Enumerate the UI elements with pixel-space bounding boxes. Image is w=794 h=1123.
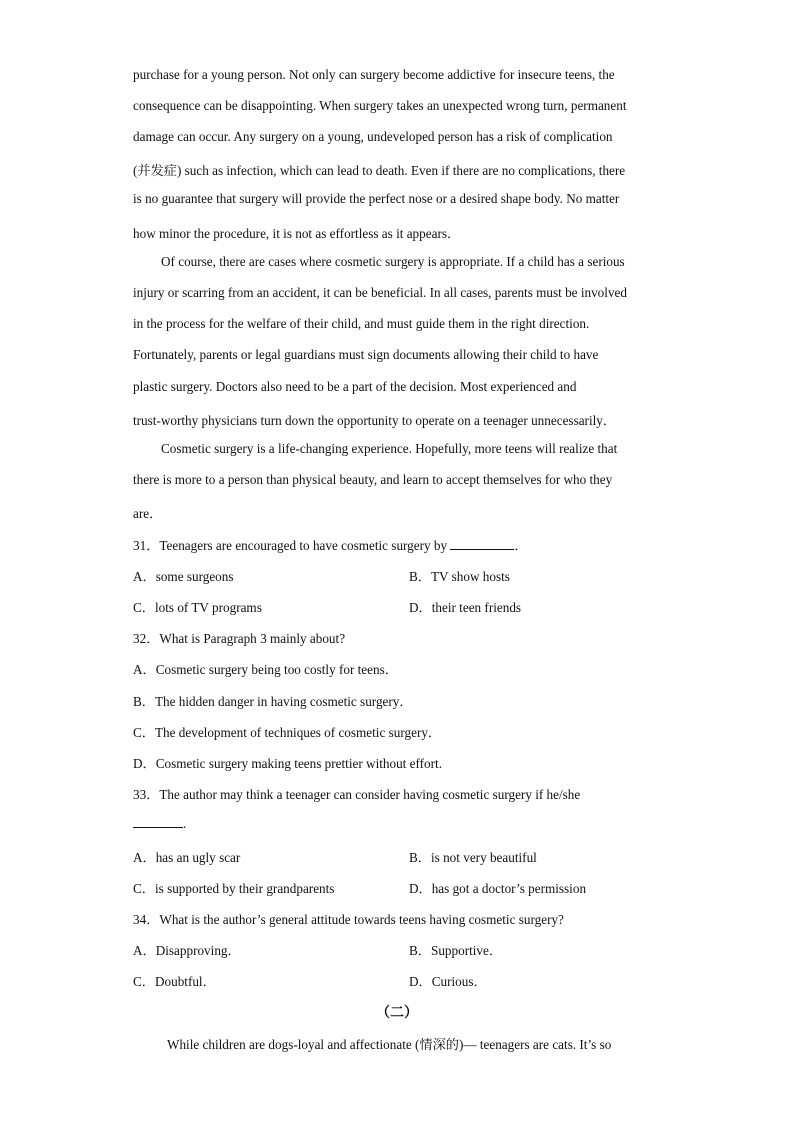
- option-b: B．is not very beautiful: [409, 850, 537, 865]
- question-34-stem: 34．What is the author’s general attitude towards teens having cosmetic surgery?: [133, 912, 564, 927]
- section-title: （二）: [376, 1006, 418, 1021]
- passage-line: plastic surgery. Doctors also need to be a part of the decision. Most experienced and: [133, 379, 577, 394]
- option-a: A．has an ugly scar: [133, 850, 241, 865]
- answer-blank: [450, 537, 514, 550]
- option-c: C．is supported by their grandparents: [133, 881, 335, 896]
- option-c: C．Doubtful．: [133, 974, 216, 989]
- option-b: B．The hidden danger in having cosmetic surgery．: [133, 694, 413, 709]
- question-31-stem: 31．Teenagers are encouraged to have cosmetic surgery by ．: [133, 538, 528, 553]
- option-d: D．Curious．: [409, 974, 487, 989]
- option-d: D．has got a doctor’s permission: [409, 881, 587, 896]
- option-a: A．Disapproving．: [133, 943, 241, 958]
- passage-line: are．: [133, 506, 163, 521]
- option-a: A．Cosmetic surgery being too costly for teens．: [133, 662, 398, 677]
- passage-line: in the process for the welfare of their child, and must guide them in the right direction.: [133, 316, 590, 331]
- passage-line: (并发症) such as infection, which can lead to death. Even if there are no complications, there: [133, 163, 626, 178]
- passage-line: how minor the procedure, it is not as effortless as it appears．: [133, 226, 461, 241]
- option-c: C．The development of techniques of cosmetic surgery．: [133, 725, 442, 740]
- option-d: D．their teen friends: [409, 600, 522, 615]
- option-b: B．Supportive．: [409, 943, 503, 958]
- option-b: B．TV show hosts: [409, 569, 510, 584]
- passage-line: consequence can be disappointing. When surgery takes an unexpected wrong turn, permanent: [133, 98, 627, 113]
- passage-line: is no guarantee that surgery will provide the perfect nose or a desired shape body. No matter: [133, 191, 620, 206]
- passage-line: Cosmetic surgery is a life-changing experience. Hopefully, more teens will realize that: [161, 441, 618, 456]
- answer-blank: [133, 815, 183, 828]
- question-33-blank-line: .: [133, 815, 186, 832]
- passage-line: purchase for a young person. Not only can surgery become addictive for insecure teens, the: [133, 67, 615, 82]
- passage-line: there is more to a person than physical beauty, and learn to accept themselves for who they: [133, 472, 613, 487]
- passage-line: While children are dogs-loyal and affectionate (情深的)— teenagers are cats. It’s so: [167, 1037, 612, 1052]
- passage-line: injury or scarring from an accident, it can be beneficial. In all cases, parents must be involved: [133, 285, 627, 300]
- passage-line: Of course, there are cases where cosmetic surgery is appropriate. If a child has a serious: [161, 254, 625, 269]
- passage-line: damage can occur. Any surgery on a young, undeveloped person has a risk of complication: [133, 129, 613, 144]
- option-c: C．lots of TV programs: [133, 600, 262, 615]
- option-a: A．some surgeons: [133, 569, 234, 584]
- question-32-stem: 32．What is Paragraph 3 mainly about?: [133, 631, 346, 646]
- question-33-stem: 33．The author may think a teenager can consider having cosmetic surgery if he/she: [133, 787, 581, 802]
- option-d: D．Cosmetic surgery making teens prettier without effort.: [133, 756, 442, 771]
- passage-line: Fortunately, parents or legal guardians must sign documents allowing their child to have: [133, 347, 599, 362]
- passage-line: trust-worthy physicians turn down the opportunity to operate on a teenager unnecessarily．: [133, 413, 617, 428]
